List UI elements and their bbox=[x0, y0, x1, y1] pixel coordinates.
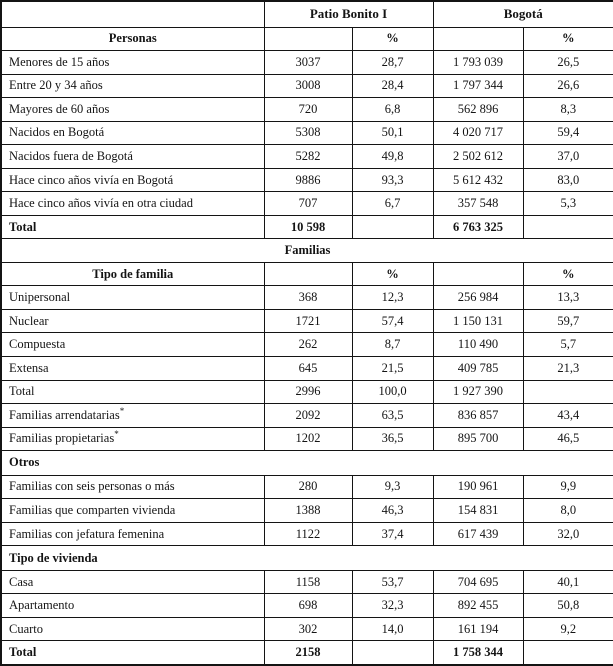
table-row bbox=[1, 168, 613, 192]
empty-cell bbox=[433, 27, 523, 51]
value-cell: 3008 bbox=[264, 74, 352, 98]
percent-cell bbox=[523, 380, 613, 404]
table-row bbox=[1, 522, 613, 546]
empty-corner-cell bbox=[1, 1, 264, 27]
percent-cell: 100,0 bbox=[352, 380, 433, 404]
value-cell: 1 793 039 bbox=[433, 51, 523, 75]
percent-cell: 8,3 bbox=[523, 98, 613, 122]
section-title-otros: Otros bbox=[1, 451, 613, 476]
percent-cell: 63,5 bbox=[352, 404, 433, 428]
percent-cell: 8,7 bbox=[352, 333, 433, 357]
percent-cell: 59,7 bbox=[523, 309, 613, 333]
percent-header: % bbox=[352, 27, 433, 51]
otros-section-header-row bbox=[1, 451, 613, 476]
row-label: Unipersonal bbox=[1, 286, 264, 310]
table-row bbox=[1, 74, 613, 98]
percent-cell: 50,8 bbox=[523, 594, 613, 618]
percent-cell: 43,4 bbox=[523, 404, 613, 428]
value-cell: 720 bbox=[264, 98, 352, 122]
percent-cell: 5,3 bbox=[523, 192, 613, 216]
value-cell: 190 961 bbox=[433, 475, 523, 499]
percent-cell bbox=[352, 641, 433, 665]
value-cell: 698 bbox=[264, 594, 352, 618]
percent-cell: 37,0 bbox=[523, 145, 613, 169]
column-group-header-row bbox=[1, 1, 613, 27]
value-cell: 1 927 390 bbox=[433, 380, 523, 404]
percent-cell: 50,1 bbox=[352, 121, 433, 145]
value-cell: 161 194 bbox=[433, 617, 523, 641]
percent-cell: 12,3 bbox=[352, 286, 433, 310]
footnote-asterisk: * bbox=[119, 405, 125, 416]
percent-cell bbox=[352, 215, 433, 239]
percent-cell: 9,9 bbox=[523, 475, 613, 499]
row-label: Nacidos en Bogotá bbox=[1, 121, 264, 145]
percent-cell: 28,4 bbox=[352, 74, 433, 98]
percent-cell: 21,3 bbox=[523, 357, 613, 381]
value-cell: 1388 bbox=[264, 499, 352, 523]
value-cell: 280 bbox=[264, 475, 352, 499]
value-cell: 10 598 bbox=[264, 215, 352, 239]
value-cell: 2996 bbox=[264, 380, 352, 404]
value-cell: 6 763 325 bbox=[433, 215, 523, 239]
value-cell: 1202 bbox=[264, 427, 352, 451]
value-cell: 4 020 717 bbox=[433, 121, 523, 145]
table-row bbox=[1, 309, 613, 333]
value-cell: 256 984 bbox=[433, 286, 523, 310]
value-cell: 1158 bbox=[264, 570, 352, 594]
value-cell: 2092 bbox=[264, 404, 352, 428]
percent-cell bbox=[523, 641, 613, 665]
value-cell: 645 bbox=[264, 357, 352, 381]
row-label bbox=[1, 427, 264, 451]
row-label-text: Familias arrendatarias bbox=[9, 407, 120, 422]
row-label: Casa bbox=[1, 570, 264, 594]
percent-cell: 13,3 bbox=[523, 286, 613, 310]
percent-cell: 14,0 bbox=[352, 617, 433, 641]
row-label: Compuesta bbox=[1, 333, 264, 357]
row-label: Hace cinco años vivía en Bogotá bbox=[1, 168, 264, 192]
table-row bbox=[1, 145, 613, 169]
value-cell: 704 695 bbox=[433, 570, 523, 594]
percent-cell: 6,7 bbox=[352, 192, 433, 216]
row-label: Apartamento bbox=[1, 594, 264, 618]
row-label: Nacidos fuera de Bogotá bbox=[1, 145, 264, 169]
section-title-tipo-vivienda: Tipo de vivienda bbox=[1, 546, 613, 571]
row-label bbox=[1, 404, 264, 428]
familias-total-row bbox=[1, 380, 613, 404]
percent-cell: 46,3 bbox=[352, 499, 433, 523]
row-label: Total bbox=[1, 380, 264, 404]
value-cell: 5282 bbox=[264, 145, 352, 169]
percent-header: % bbox=[523, 262, 613, 286]
row-label: Hace cinco años vivía en otra ciudad bbox=[1, 192, 264, 216]
value-cell: 357 548 bbox=[433, 192, 523, 216]
column-group-bogota: Bogotá bbox=[433, 1, 613, 27]
row-label: Mayores de 60 años bbox=[1, 98, 264, 122]
table-row bbox=[1, 51, 613, 75]
table-row bbox=[1, 499, 613, 523]
table-row bbox=[1, 333, 613, 357]
table-row bbox=[1, 617, 613, 641]
percent-cell: 32,3 bbox=[352, 594, 433, 618]
table-row bbox=[1, 594, 613, 618]
value-cell: 368 bbox=[264, 286, 352, 310]
percent-cell: 83,0 bbox=[523, 168, 613, 192]
row-label: Menores de 15 años bbox=[1, 51, 264, 75]
value-cell: 892 455 bbox=[433, 594, 523, 618]
percent-cell bbox=[523, 215, 613, 239]
value-cell: 110 490 bbox=[433, 333, 523, 357]
percent-cell: 28,7 bbox=[352, 51, 433, 75]
row-label: Entre 20 y 34 años bbox=[1, 74, 264, 98]
table-row bbox=[1, 357, 613, 381]
percent-header: % bbox=[523, 27, 613, 51]
percent-cell: 9,3 bbox=[352, 475, 433, 499]
value-cell: 3037 bbox=[264, 51, 352, 75]
row-label: Extensa bbox=[1, 357, 264, 381]
table-row bbox=[1, 192, 613, 216]
table-row bbox=[1, 570, 613, 594]
value-cell: 9886 bbox=[264, 168, 352, 192]
percent-cell: 8,0 bbox=[523, 499, 613, 523]
row-label: Nuclear bbox=[1, 309, 264, 333]
value-cell: 262 bbox=[264, 333, 352, 357]
value-cell: 836 857 bbox=[433, 404, 523, 428]
value-cell: 1 797 344 bbox=[433, 74, 523, 98]
percent-header: % bbox=[352, 262, 433, 286]
percent-cell: 6,8 bbox=[352, 98, 433, 122]
section-title-personas: Personas bbox=[1, 27, 264, 51]
percent-cell: 9,2 bbox=[523, 617, 613, 641]
percent-cell: 40,1 bbox=[523, 570, 613, 594]
row-label: Total bbox=[1, 641, 264, 665]
vivienda-total-row bbox=[1, 641, 613, 665]
section-title-familias: Familias bbox=[1, 239, 613, 263]
section-subtitle-tipo-familia: Tipo de familia bbox=[1, 262, 264, 286]
table-row bbox=[1, 427, 613, 451]
percent-cell: 5,7 bbox=[523, 333, 613, 357]
personas-subheader-row bbox=[1, 27, 613, 51]
value-cell: 1 150 131 bbox=[433, 309, 523, 333]
value-cell: 1721 bbox=[264, 309, 352, 333]
percent-cell: 21,5 bbox=[352, 357, 433, 381]
value-cell: 562 896 bbox=[433, 98, 523, 122]
row-label: Total bbox=[1, 215, 264, 239]
row-label: Cuarto bbox=[1, 617, 264, 641]
column-group-patio-bonito: Patio Bonito I bbox=[264, 1, 433, 27]
familias-section-header-row bbox=[1, 239, 613, 263]
footnote-asterisk: * bbox=[114, 429, 119, 440]
row-label: Familias que comparten vivienda bbox=[1, 499, 264, 523]
percent-cell: 49,8 bbox=[352, 145, 433, 169]
value-cell: 895 700 bbox=[433, 427, 523, 451]
value-cell: 5308 bbox=[264, 121, 352, 145]
value-cell: 2158 bbox=[264, 641, 352, 665]
vivienda-section-header-row bbox=[1, 546, 613, 571]
percent-cell: 57,4 bbox=[352, 309, 433, 333]
percent-cell: 32,0 bbox=[523, 522, 613, 546]
percent-cell: 93,3 bbox=[352, 168, 433, 192]
row-label: Familias con seis personas o más bbox=[1, 475, 264, 499]
row-label-text: Familias propietarias bbox=[9, 431, 115, 446]
value-cell: 617 439 bbox=[433, 522, 523, 546]
value-cell: 409 785 bbox=[433, 357, 523, 381]
value-cell: 707 bbox=[264, 192, 352, 216]
table-row bbox=[1, 121, 613, 145]
percent-cell: 26,6 bbox=[523, 74, 613, 98]
percent-cell: 59,4 bbox=[523, 121, 613, 145]
value-cell: 302 bbox=[264, 617, 352, 641]
table-row bbox=[1, 286, 613, 310]
percent-cell: 53,7 bbox=[352, 570, 433, 594]
value-cell: 1122 bbox=[264, 522, 352, 546]
personas-total-row bbox=[1, 215, 613, 239]
empty-cell bbox=[433, 262, 523, 286]
table-row bbox=[1, 404, 613, 428]
table-row bbox=[1, 98, 613, 122]
empty-cell bbox=[264, 27, 352, 51]
table-row bbox=[1, 475, 613, 499]
empty-cell bbox=[264, 262, 352, 286]
value-cell: 154 831 bbox=[433, 499, 523, 523]
value-cell: 5 612 432 bbox=[433, 168, 523, 192]
value-cell: 1 758 344 bbox=[433, 641, 523, 665]
row-label: Familias con jefatura femenina bbox=[1, 522, 264, 546]
familias-subheader-row bbox=[1, 262, 613, 286]
value-cell: 2 502 612 bbox=[433, 145, 523, 169]
percent-cell: 37,4 bbox=[352, 522, 433, 546]
percent-cell: 26,5 bbox=[523, 51, 613, 75]
percent-cell: 46,5 bbox=[523, 427, 613, 451]
percent-cell: 36,5 bbox=[352, 427, 433, 451]
